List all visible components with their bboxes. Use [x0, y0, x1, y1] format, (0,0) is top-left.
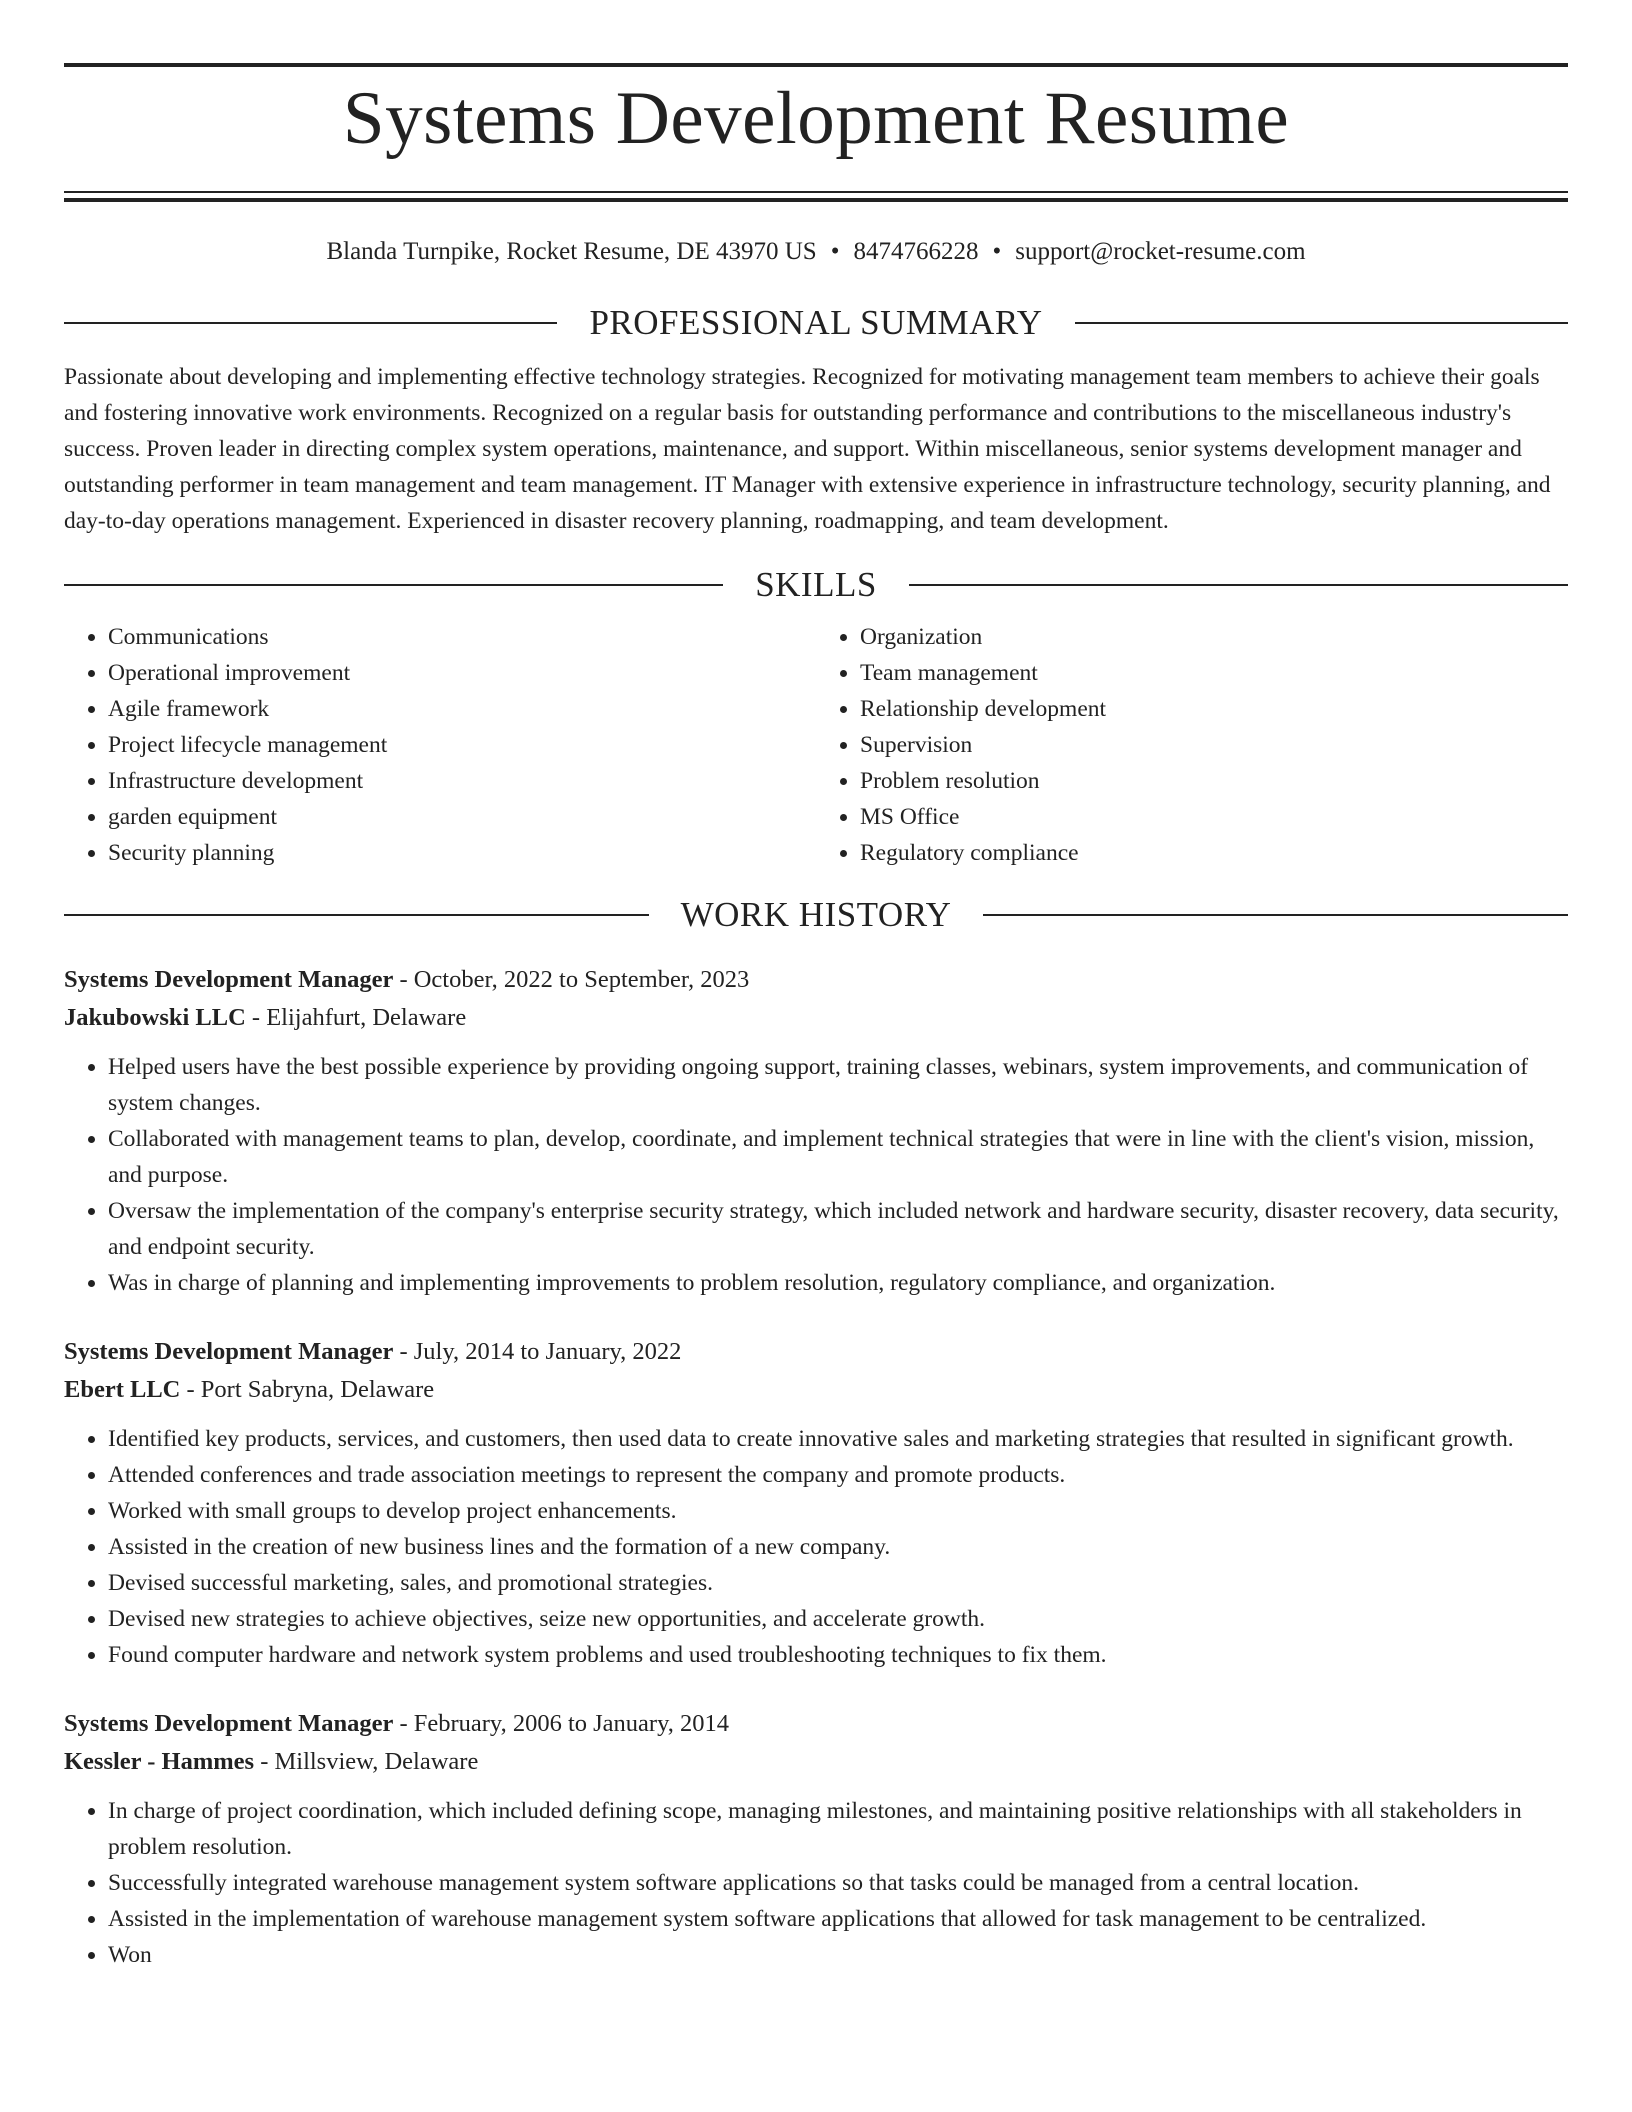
job-bullet: • Found computer hardware and network system problems and used troubleshooting techniques to fix them. — [108, 1637, 1568, 1673]
job-title-line — [64, 961, 1568, 999]
skills-list — [64, 619, 1568, 871]
skill-item: • Organization — [860, 619, 1568, 655]
job-title: Systems Development Manager — [64, 966, 394, 993]
job-title: Systems Development Manager — [64, 1338, 394, 1365]
job-company: Jakubowski LLC — [64, 1004, 246, 1031]
skill-item: • Operational improvement — [108, 655, 816, 691]
job-title-line — [64, 1333, 1568, 1371]
skill-item: • garden equipment — [108, 799, 816, 835]
skills-section-heading — [64, 565, 1568, 605]
job-company-line — [64, 999, 1568, 1037]
skill-item: • Relationship development — [860, 691, 1568, 727]
section-rule — [909, 584, 1568, 586]
job-bullet: • Devised new strategies to achieve objectives, seize new opportunities, and accelerate growth. — [108, 1601, 1568, 1637]
job-bullet: • Worked with small groups to develop project enhancements. — [108, 1493, 1568, 1529]
job-bullets — [64, 1421, 1568, 1673]
job-bullet: • Assisted in the implementation of warehouse management system software applications that allowed for task management to be centralized. — [108, 1901, 1568, 1937]
summary-heading: PROFESSIONAL SUMMARY — [589, 303, 1043, 342]
section-rule — [983, 914, 1568, 916]
job-bullet: • Identified key products, services, and customers, then used data to create innovative sales and marketing strategies that resulted in significant growth. — [108, 1421, 1568, 1457]
skill-item: • Security planning — [108, 835, 816, 871]
job-entry — [64, 1705, 1568, 1973]
job-title-line — [64, 1705, 1568, 1743]
work-heading: WORK HISTORY — [680, 895, 952, 934]
section-rule — [64, 584, 723, 586]
section-rule — [64, 914, 649, 916]
contact-separator: • — [992, 238, 1002, 265]
skills-heading: SKILLS — [755, 565, 877, 604]
job-company: Ebert LLC — [64, 1376, 181, 1403]
job-bullet: • In charge of project coordination, which included defining scope, managing milestones, and maintaining positive relationships with all stakeholders in problem resolution. — [108, 1793, 1568, 1865]
skills-column-left — [64, 619, 816, 871]
job-entry — [64, 1333, 1568, 1673]
job-location: - Elijahfurt, Delaware — [245, 1004, 467, 1031]
job-bullet: • Helped users have the best possible experience by providing ongoing support, training classes, webinars, system improvements, and communication of system changes. — [108, 1049, 1568, 1121]
skill-item: • Problem resolution — [860, 763, 1568, 799]
contact-line — [64, 235, 1568, 269]
job-bullet: • Attended conferences and trade association meetings to represent the company and promote products. — [108, 1457, 1568, 1493]
summary-section-heading — [64, 303, 1568, 343]
summary-text: Passionate about developing and implementing effective technology strategies. Recognized for motivating management team members to achieve their goals and fostering innovative work environments. Recognized on a regular basis for outstanding performance and contributions to the miscellaneous industry's success. Proven leader in directing complex system operations, maintenance, and support. Within miscellaneous, senior systems development manager and outstanding performer in team management and team management. IT Manager with extensive experience in infrastructure technology, security planning, and day-to-day operations management. Experienced in disaster recovery planning, roadmapping, and team development. — [64, 364, 1551, 534]
job-location: - Millsview, Delaware — [254, 1748, 479, 1775]
job-bullet: • Collaborated with management teams to plan, develop, coordinate, and implement technical strategies that were in line with the client's vision, mission, and purpose. — [108, 1121, 1568, 1193]
title-double-rule — [64, 191, 1568, 202]
job-entry — [64, 961, 1568, 1301]
work-section-heading — [64, 895, 1568, 935]
skill-item: • Team management — [860, 655, 1568, 691]
job-company-line — [64, 1371, 1568, 1409]
skill-item: • Infrastructure development — [108, 763, 816, 799]
job-bullet: • Assisted in the creation of new business lines and the formation of a new company. — [108, 1529, 1568, 1565]
resume-title: Systems Development Resume — [342, 77, 1290, 160]
job-dates: - July, 2014 to January, 2022 — [393, 1338, 682, 1365]
job-company-line — [64, 1743, 1568, 1781]
skill-item: • Supervision — [860, 727, 1568, 763]
job-bullet: • Won — [108, 1937, 1568, 1973]
contact-phone: 8474766228 — [853, 238, 979, 265]
skill-item: • Communications — [108, 619, 816, 655]
skill-item: • Regulatory compliance — [860, 835, 1568, 871]
skill-item: • Agile framework — [108, 691, 816, 727]
contact-address: Blanda Turnpike, Rocket Resume, DE 43970 US — [326, 238, 817, 265]
top-rule — [64, 63, 1568, 67]
job-bullets — [64, 1049, 1568, 1301]
job-bullet: • Devised successful marketing, sales, and promotional strategies. — [108, 1565, 1568, 1601]
job-dates: - February, 2006 to January, 2014 — [393, 1710, 729, 1737]
section-rule — [1075, 322, 1568, 324]
job-bullet: • Oversaw the implementation of the company's enterprise security strategy, which included network and hardware security, disaster recovery, data security, and endpoint security. — [108, 1193, 1568, 1265]
job-bullet: • Was in charge of planning and implementing improvements to problem resolution, regulatory compliance, and organization. — [108, 1265, 1568, 1301]
job-bullet: • Successfully integrated warehouse management system software applications so that tasks could be managed from a central location. — [108, 1865, 1568, 1901]
skills-column-right — [816, 619, 1568, 871]
contact-separator: • — [830, 238, 840, 265]
skill-item: • Project lifecycle management — [108, 727, 816, 763]
contact-email: support@rocket-resume.com — [1015, 238, 1306, 265]
job-title: Systems Development Manager — [64, 1710, 394, 1737]
resume-page — [64, 0, 1568, 1973]
job-company: Kessler - Hammes — [64, 1748, 255, 1775]
section-rule — [64, 322, 557, 324]
job-bullets — [64, 1793, 1568, 1973]
job-dates: - October, 2022 to September, 2023 — [393, 966, 750, 993]
skill-item: • MS Office — [860, 799, 1568, 835]
job-location: - Port Sabryna, Delaware — [180, 1376, 435, 1403]
